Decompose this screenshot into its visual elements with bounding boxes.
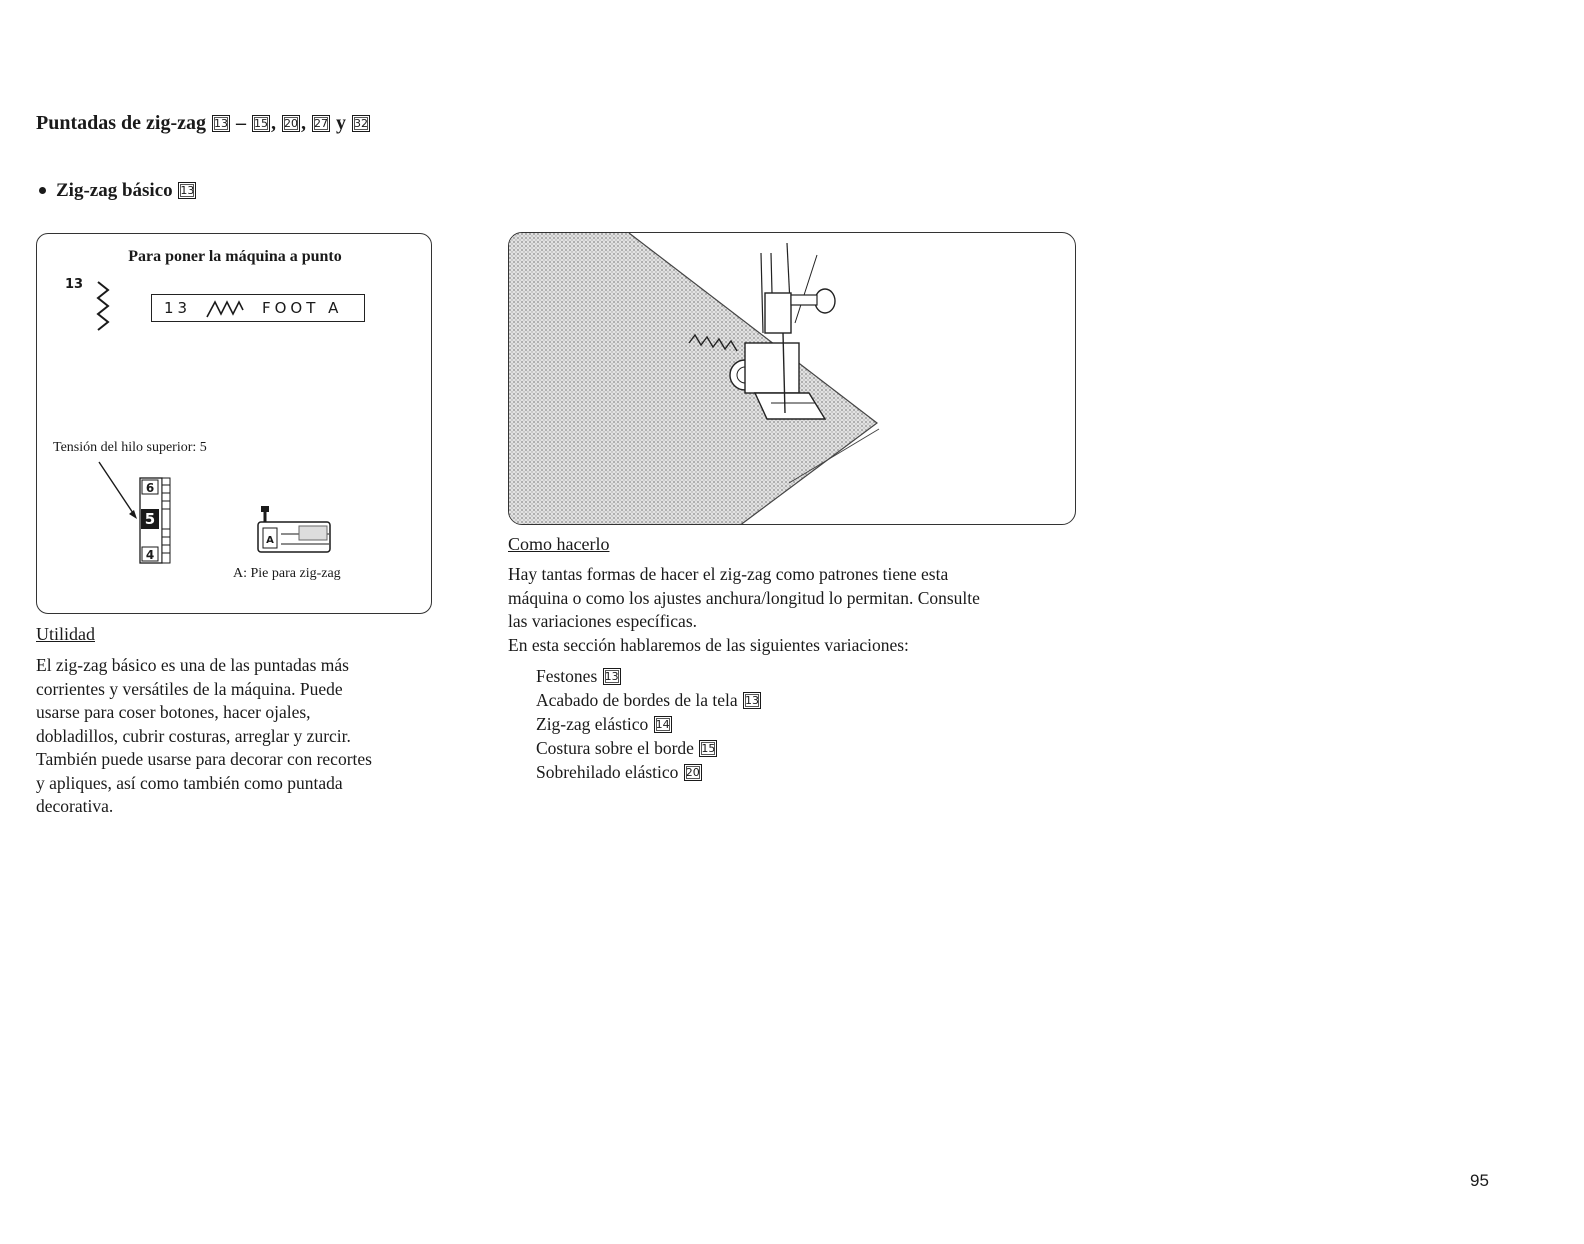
list-item-label: Festones: [536, 666, 598, 686]
pattern-number-box: 15: [254, 117, 268, 130]
paragraph-line: Hay tantas formas de hacer el zig-zag como patrones tiene esta: [508, 564, 949, 584]
utilidad-heading: Utilidad: [36, 624, 95, 644]
presser-foot-label: A: Pie para zig-zag: [233, 566, 341, 581]
pattern-number-box: 13: [745, 694, 760, 707]
paragraph-line: corrientes y versátiles de la máquina. Puede: [36, 678, 343, 699]
list-item: [536, 712, 762, 736]
list-item: [536, 760, 762, 784]
presser-foot-icon: [253, 504, 337, 558]
foot-letter: A: [266, 535, 274, 546]
dial-number-5: 5: [144, 510, 156, 528]
pattern-number-box: 13: [214, 117, 228, 130]
paragraph-line: dobladillos, cubrir costuras, arreglar y zurcir.: [36, 725, 351, 746]
setup-panel: [36, 233, 432, 614]
title-separator: y: [331, 112, 351, 134]
zigzag-stitch-icon: [95, 278, 111, 334]
list-item-label: Acabado de bordes de la tela: [536, 690, 738, 710]
sewing-machine-foot-illustration: [509, 233, 1076, 525]
list-item: [536, 664, 762, 688]
title-text: Puntadas de zig-zag: [36, 112, 206, 134]
dial-number-4: 4: [145, 548, 155, 562]
tension-dial: [139, 477, 173, 570]
paragraph-line: las variaciones específicas.: [508, 611, 698, 631]
section-title: Zig-zag básico: [56, 180, 173, 201]
title-separator: ,: [271, 112, 281, 134]
pointer-arrow-icon: [97, 460, 141, 522]
lcd-foot-label: FOOT A: [262, 299, 343, 317]
list-item: [536, 688, 762, 712]
variations-list: [536, 664, 762, 784]
page-title: [36, 112, 371, 135]
como-hacerlo-paragraph: [508, 563, 1068, 657]
list-item-label: Zig-zag elástico: [536, 714, 649, 734]
pattern-number-box: 15: [701, 742, 716, 755]
pattern-number-box: 13: [604, 670, 619, 683]
paragraph-line: usarse para coser botones, hacer ojales,: [36, 702, 311, 722]
pattern-number-box: 20: [685, 766, 700, 779]
pattern-number-box: 13: [180, 184, 195, 197]
list-item-label: Costura sobre el borde: [536, 738, 694, 758]
como-hacerlo-heading: Como hacerlo: [508, 534, 610, 554]
paragraph-line: También puede usarse para decorar con recortes: [36, 749, 372, 769]
utilidad-paragraph: [36, 654, 432, 819]
title-separator: –: [231, 112, 251, 134]
pattern-number: 13: [65, 277, 84, 292]
page-number: 95: [1470, 1171, 1489, 1190]
paragraph-line: máquina o como los ajustes anchura/longitud lo permitan. Consulte: [508, 587, 980, 608]
pattern-number-box: 14: [655, 718, 670, 731]
paragraph-line: decorativa.: [36, 796, 114, 816]
list-item-label: Sobrehilado elástico: [536, 762, 679, 782]
dial-number-6: 6: [145, 481, 155, 495]
section-heading: [36, 180, 197, 202]
sewing-illustration: [508, 232, 1076, 525]
title-separator: ,: [301, 112, 311, 134]
lcd-display: [151, 294, 365, 322]
lcd-pattern-number: 13: [164, 299, 192, 317]
bullet-icon: [39, 187, 46, 194]
pattern-number-box: 20: [284, 117, 298, 130]
tension-dial-icon: [139, 477, 173, 565]
tension-label: Tensión del hilo superior: 5: [53, 440, 207, 455]
list-item: [536, 736, 762, 760]
paragraph-line: El zig-zag básico es una de las puntadas más: [36, 655, 349, 675]
paragraph-line: y apliques, así como también como puntada: [36, 772, 343, 793]
pattern-number-box: 32: [354, 117, 368, 130]
lcd-zigzag-icon: [206, 300, 244, 318]
setup-panel-title: Para poner la máquina a punto: [128, 248, 342, 265]
paragraph-line: En esta sección hablaremos de las siguientes variaciones:: [508, 634, 909, 655]
pattern-number-box: 27: [314, 117, 328, 130]
